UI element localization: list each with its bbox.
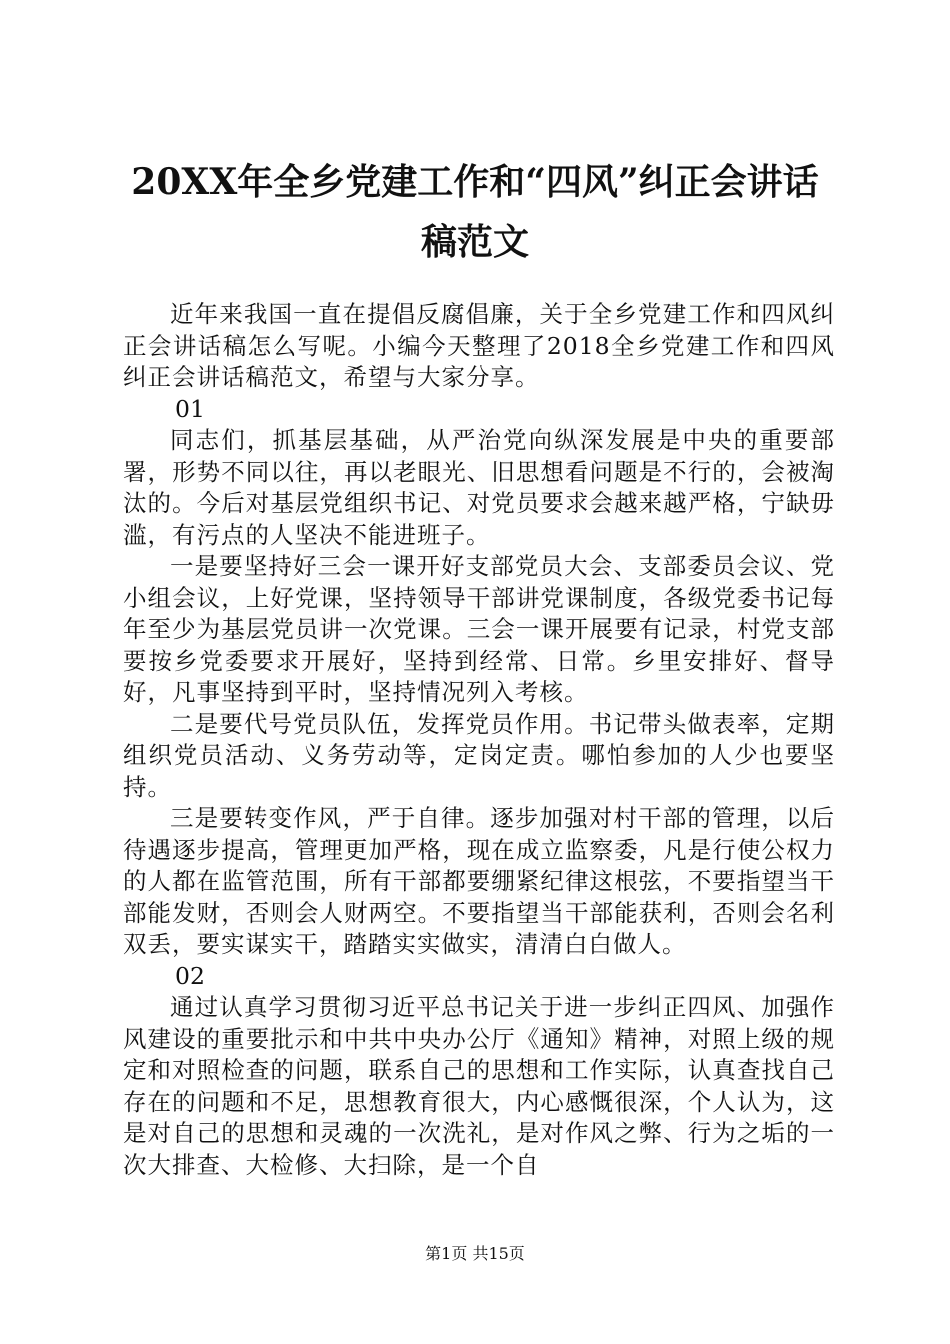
section2-paragraph-1: 通过认真学习贯彻习近平总书记关于进一步纠正四风、加强作风建设的重要批示和中共中央办公厅《通知》精神，对照上级的规定和对照检查的问题，联系自己的思想和工作实际，认真查找自己存在的问题和不足，思想教育很大，内心感慨很深，个人认为，这是对自己的思想和灵魂的一次洗礼，是对作风之弊、行为之垢的一次大排查、大检修、大扫除，是一个自 xyxy=(123,993,835,1179)
document-title-line2: 稿范文 xyxy=(420,221,529,263)
intro-paragraph: 近年来我国一直在提倡反腐倡廉，关于全乡党建工作和四风纠正会讲话稿怎么写呢。小编今天整理了2018全乡党建工作和四风纠正会讲话稿范文，希望与大家分享。 xyxy=(123,300,835,391)
section-number-02: 02 xyxy=(175,961,205,990)
page-footer: 第1页 共15页 xyxy=(425,1244,525,1263)
section1-paragraph-2: 一是要坚持好三会一课开好支部党员大会、支部委员会议、党小组会议，上好党课，坚持领导干部讲党课制度，各级党委书记每年至少为基层党员讲一次党课。三会一课开展要有记录，村党支部要按乡党委要求开展好，坚持到经常、日常。乡里安排好、督导好，凡事坚持到平时，坚持情况列入考核。 xyxy=(123,552,835,706)
section1-paragraph-4: 三是要转变作风，严于自律。逐步加强对村干部的管理，以后待遇逐步提高，管理更加严格，现在成立监察委，凡是行使公权力的人都在监管范围，所有干部都要绷紧纪律这根弦，不要指望当干部能发财，否则会人财两空。不要指望当干部能获利，否则会名利双丢，要实谋实干，踏踏实实做实，清清白白做人。 xyxy=(123,804,835,958)
section-number-01: 01 xyxy=(175,394,205,423)
section1-paragraph-3: 二是要代号党员队伍，发挥党员作用。书记带头做表率，定期组织党员活动、义务劳动等，定岗定责。哪怕参加的人少也要坚持。 xyxy=(123,709,835,801)
document-title-line1: 20XX年全乡党建工作和“四风”纠正会讲话 xyxy=(131,161,819,203)
document-body xyxy=(123,299,835,1181)
section1-paragraph-1: 同志们，抓基层基础，从严治党向纵深发展是中央的重要部署，形势不同以往，再以老眼光、旧思想看问题是不行的，会被淘汰的。今后对基层党组织书记、对党员要求会越来越严格，宁缺毋滥，有污点的人坚决不能进班子。 xyxy=(123,426,835,549)
